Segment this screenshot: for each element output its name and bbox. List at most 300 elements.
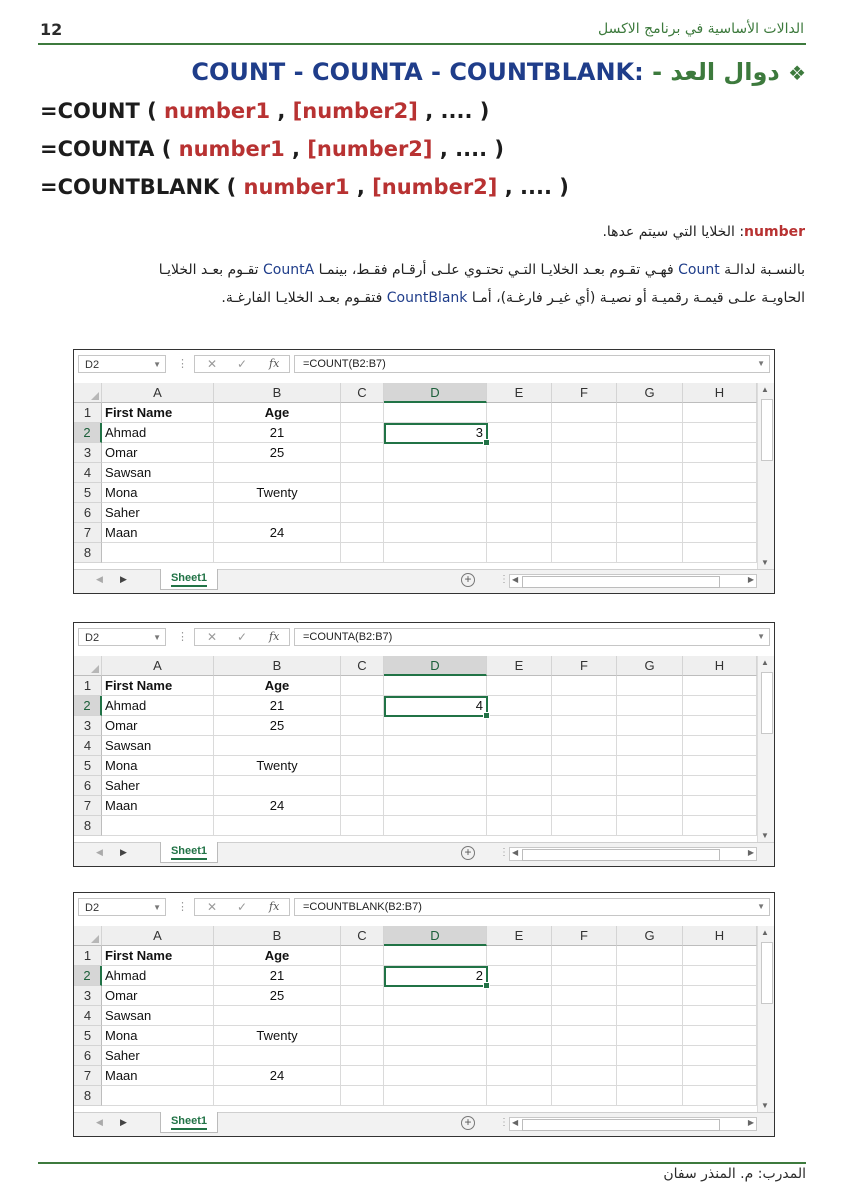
- cell-e8[interactable]: [487, 543, 552, 563]
- cell-g6[interactable]: [617, 503, 683, 523]
- cell-c5[interactable]: [341, 756, 384, 776]
- row-header-7[interactable]: 7: [74, 1066, 102, 1086]
- cell-d1[interactable]: [384, 946, 487, 966]
- cell-c8[interactable]: [341, 543, 384, 563]
- column-header-b[interactable]: B: [214, 656, 341, 676]
- chevron-down-icon[interactable]: ▼: [153, 903, 161, 912]
- cell-a7[interactable]: Maan: [102, 523, 214, 543]
- cell-h7[interactable]: [683, 1066, 757, 1086]
- column-header-c[interactable]: C: [341, 656, 384, 676]
- cell-c5[interactable]: [341, 483, 384, 503]
- horizontal-scroll-thumb[interactable]: [522, 576, 720, 588]
- cell-h5[interactable]: [683, 756, 757, 776]
- horizontal-scrollbar[interactable]: [509, 1117, 757, 1131]
- cell-a4[interactable]: Sawsan: [102, 1006, 214, 1026]
- cell-d4[interactable]: [384, 736, 487, 756]
- column-header-g[interactable]: G: [617, 656, 683, 676]
- cell-g5[interactable]: [617, 756, 683, 776]
- cell-a8[interactable]: [102, 1086, 214, 1106]
- scroll-up-icon[interactable]: ▲: [761, 385, 769, 394]
- cell-f6[interactable]: [552, 776, 617, 796]
- enter-icon[interactable]: ✓: [237, 900, 248, 914]
- cell-d8[interactable]: [384, 816, 487, 836]
- column-header-f[interactable]: F: [552, 926, 617, 946]
- chevron-down-icon[interactable]: ▼: [757, 632, 765, 641]
- cell-c2[interactable]: [341, 966, 384, 986]
- row-header-5[interactable]: 5: [74, 483, 102, 503]
- cell-c2[interactable]: [341, 696, 384, 716]
- active-cell-d2[interactable]: 2: [384, 966, 488, 987]
- column-header-g[interactable]: G: [617, 383, 683, 403]
- cell-c4[interactable]: [341, 736, 384, 756]
- cell-b1[interactable]: Age: [214, 403, 341, 423]
- cell-e3[interactable]: [487, 716, 552, 736]
- scroll-down-icon[interactable]: ▼: [761, 558, 769, 567]
- cell-h2[interactable]: [683, 966, 757, 986]
- cell-a5[interactable]: Mona: [102, 756, 214, 776]
- row-header-2[interactable]: 2: [74, 696, 102, 716]
- cell-b3[interactable]: 25: [214, 716, 341, 736]
- cell-e3[interactable]: [487, 443, 552, 463]
- column-header-d[interactable]: D: [384, 383, 487, 403]
- cell-h4[interactable]: [683, 463, 757, 483]
- scroll-down-icon[interactable]: ▼: [761, 1101, 769, 1110]
- row-header-8[interactable]: 8: [74, 543, 102, 563]
- tab-next-icon[interactable]: ▶: [120, 1117, 127, 1127]
- cell-a2[interactable]: Ahmad: [102, 966, 214, 986]
- tab-prev-icon[interactable]: ◀: [96, 1117, 103, 1127]
- vertical-scrollbar[interactable]: [757, 656, 775, 842]
- column-header-e[interactable]: E: [487, 926, 552, 946]
- column-header-a[interactable]: A: [102, 383, 214, 403]
- cell-c1[interactable]: [341, 403, 384, 423]
- enter-icon[interactable]: ✓: [237, 630, 248, 644]
- cell-e3[interactable]: [487, 986, 552, 1006]
- cell-f5[interactable]: [552, 1026, 617, 1046]
- cell-b5[interactable]: Twenty: [214, 756, 341, 776]
- cell-d3[interactable]: [384, 443, 487, 463]
- cell-b8[interactable]: [214, 816, 341, 836]
- cell-g8[interactable]: [617, 816, 683, 836]
- fx-icon[interactable]: fx: [269, 357, 280, 370]
- cell-f5[interactable]: [552, 756, 617, 776]
- cell-c6[interactable]: [341, 1046, 384, 1066]
- cell-e7[interactable]: [487, 796, 552, 816]
- cell-e4[interactable]: [487, 1006, 552, 1026]
- cell-a4[interactable]: Sawsan: [102, 736, 214, 756]
- cell-f8[interactable]: [552, 816, 617, 836]
- cell-a6[interactable]: Saher: [102, 503, 214, 523]
- scroll-right-icon[interactable]: ▶: [747, 1118, 754, 1127]
- scroll-up-icon[interactable]: ▲: [761, 928, 769, 937]
- row-header-1[interactable]: 1: [74, 946, 102, 966]
- cell-a3[interactable]: Omar: [102, 716, 214, 736]
- cell-b2[interactable]: 21: [214, 966, 341, 986]
- vertical-scrollbar[interactable]: [757, 383, 775, 569]
- cell-h7[interactable]: [683, 523, 757, 543]
- scroll-left-icon[interactable]: ◀: [512, 1118, 519, 1127]
- column-header-h[interactable]: H: [683, 383, 757, 403]
- row-header-8[interactable]: 8: [74, 1086, 102, 1106]
- cell-g4[interactable]: [617, 463, 683, 483]
- cell-b4[interactable]: [214, 1006, 341, 1026]
- column-header-a[interactable]: A: [102, 656, 214, 676]
- cell-f3[interactable]: [552, 986, 617, 1006]
- row-header-4[interactable]: 4: [74, 736, 102, 756]
- cell-d3[interactable]: [384, 986, 487, 1006]
- cell-g7[interactable]: [617, 523, 683, 543]
- scroll-right-icon[interactable]: ▶: [747, 575, 754, 584]
- row-header-4[interactable]: 4: [74, 463, 102, 483]
- cell-b1[interactable]: Age: [214, 946, 341, 966]
- fx-icon[interactable]: fx: [269, 630, 280, 643]
- cell-a5[interactable]: Mona: [102, 1026, 214, 1046]
- row-header-1[interactable]: 1: [74, 403, 102, 423]
- cell-g4[interactable]: [617, 1006, 683, 1026]
- add-sheet-icon[interactable]: +: [461, 1116, 475, 1130]
- cell-f1[interactable]: [552, 403, 617, 423]
- cell-f4[interactable]: [552, 736, 617, 756]
- cell-e4[interactable]: [487, 463, 552, 483]
- column-header-d[interactable]: D: [384, 656, 487, 676]
- cell-c5[interactable]: [341, 1026, 384, 1046]
- cell-f7[interactable]: [552, 523, 617, 543]
- cell-c7[interactable]: [341, 796, 384, 816]
- cell-d7[interactable]: [384, 1066, 487, 1086]
- cell-a1[interactable]: First Name: [102, 676, 214, 696]
- horizontal-scrollbar[interactable]: [509, 574, 757, 588]
- row-header-4[interactable]: 4: [74, 1006, 102, 1026]
- tab-next-icon[interactable]: ▶: [120, 574, 127, 584]
- cell-a5[interactable]: Mona: [102, 483, 214, 503]
- cell-h6[interactable]: [683, 503, 757, 523]
- cell-b3[interactable]: 25: [214, 986, 341, 1006]
- cell-b6[interactable]: [214, 503, 341, 523]
- column-header-f[interactable]: F: [552, 383, 617, 403]
- cell-b8[interactable]: [214, 543, 341, 563]
- cell-a2[interactable]: Ahmad: [102, 423, 214, 443]
- column-header-e[interactable]: E: [487, 383, 552, 403]
- cell-f2[interactable]: [552, 966, 617, 986]
- cell-b7[interactable]: 24: [214, 796, 341, 816]
- cell-g6[interactable]: [617, 776, 683, 796]
- cell-h3[interactable]: [683, 443, 757, 463]
- cell-e2[interactable]: [487, 966, 552, 986]
- sheet-tab-sheet1[interactable]: Sheet1: [160, 842, 218, 863]
- cell-d6[interactable]: [384, 1046, 487, 1066]
- add-sheet-icon[interactable]: +: [461, 573, 475, 587]
- column-header-b[interactable]: B: [214, 383, 341, 403]
- cell-c1[interactable]: [341, 946, 384, 966]
- enter-icon[interactable]: ✓: [237, 357, 248, 371]
- vertical-scrollbar[interactable]: [757, 926, 775, 1112]
- formula-input[interactable]: [294, 355, 770, 373]
- cell-f8[interactable]: [552, 1086, 617, 1106]
- cell-c3[interactable]: [341, 443, 384, 463]
- cell-e2[interactable]: [487, 696, 552, 716]
- cell-g5[interactable]: [617, 483, 683, 503]
- cell-b2[interactable]: 21: [214, 696, 341, 716]
- horizontal-scroll-thumb[interactable]: [522, 849, 720, 861]
- cell-b7[interactable]: 24: [214, 523, 341, 543]
- column-header-f[interactable]: F: [552, 656, 617, 676]
- cell-e1[interactable]: [487, 676, 552, 696]
- cell-h8[interactable]: [683, 816, 757, 836]
- cell-g7[interactable]: [617, 796, 683, 816]
- cell-g3[interactable]: [617, 986, 683, 1006]
- sheet-tab-sheet1[interactable]: Sheet1: [160, 1112, 218, 1133]
- formula-input[interactable]: [294, 628, 770, 646]
- cell-h2[interactable]: [683, 423, 757, 443]
- cell-e7[interactable]: [487, 523, 552, 543]
- cell-e7[interactable]: [487, 1066, 552, 1086]
- horizontal-scrollbar[interactable]: [509, 847, 757, 861]
- row-header-3[interactable]: 3: [74, 716, 102, 736]
- cell-a7[interactable]: Maan: [102, 796, 214, 816]
- cell-d6[interactable]: [384, 776, 487, 796]
- cancel-icon[interactable]: ✕: [207, 630, 218, 644]
- cell-d4[interactable]: [384, 463, 487, 483]
- chevron-down-icon[interactable]: ▼: [757, 359, 765, 368]
- fx-icon[interactable]: fx: [269, 900, 280, 913]
- cell-f6[interactable]: [552, 1046, 617, 1066]
- cell-b8[interactable]: [214, 1086, 341, 1106]
- row-header-7[interactable]: 7: [74, 523, 102, 543]
- cell-c1[interactable]: [341, 676, 384, 696]
- cell-f1[interactable]: [552, 946, 617, 966]
- row-header-5[interactable]: 5: [74, 756, 102, 776]
- cell-f7[interactable]: [552, 1066, 617, 1086]
- cell-a3[interactable]: Omar: [102, 443, 214, 463]
- cell-h4[interactable]: [683, 1006, 757, 1026]
- cell-g3[interactable]: [617, 443, 683, 463]
- cell-a4[interactable]: Sawsan: [102, 463, 214, 483]
- cell-e5[interactable]: [487, 1026, 552, 1046]
- cell-e6[interactable]: [487, 1046, 552, 1066]
- row-header-2[interactable]: 2: [74, 966, 102, 986]
- select-all-corner[interactable]: [74, 926, 102, 946]
- cell-a6[interactable]: Saher: [102, 776, 214, 796]
- cancel-icon[interactable]: ✕: [207, 900, 218, 914]
- cell-e8[interactable]: [487, 816, 552, 836]
- column-header-b[interactable]: B: [214, 926, 341, 946]
- cell-h8[interactable]: [683, 543, 757, 563]
- cell-h8[interactable]: [683, 1086, 757, 1106]
- cell-g2[interactable]: [617, 696, 683, 716]
- cell-b6[interactable]: [214, 776, 341, 796]
- chevron-down-icon[interactable]: ▼: [153, 633, 161, 642]
- cell-c3[interactable]: [341, 986, 384, 1006]
- cell-a3[interactable]: Omar: [102, 986, 214, 1006]
- cell-d8[interactable]: [384, 1086, 487, 1106]
- cell-g1[interactable]: [617, 676, 683, 696]
- cell-d1[interactable]: [384, 403, 487, 423]
- cell-e6[interactable]: [487, 776, 552, 796]
- cell-d1[interactable]: [384, 676, 487, 696]
- cell-a6[interactable]: Saher: [102, 1046, 214, 1066]
- scroll-up-icon[interactable]: ▲: [761, 658, 769, 667]
- row-header-1[interactable]: 1: [74, 676, 102, 696]
- cell-h1[interactable]: [683, 946, 757, 966]
- vertical-scroll-thumb[interactable]: [761, 672, 773, 734]
- cell-e6[interactable]: [487, 503, 552, 523]
- cell-g6[interactable]: [617, 1046, 683, 1066]
- column-header-e[interactable]: E: [487, 656, 552, 676]
- name-box[interactable]: [78, 628, 166, 646]
- cell-g2[interactable]: [617, 423, 683, 443]
- row-header-6[interactable]: 6: [74, 503, 102, 523]
- cancel-icon[interactable]: ✕: [207, 357, 218, 371]
- cell-d8[interactable]: [384, 543, 487, 563]
- active-cell-d2[interactable]: 4: [384, 696, 488, 717]
- cell-b6[interactable]: [214, 1046, 341, 1066]
- name-box[interactable]: [78, 898, 166, 916]
- add-sheet-icon[interactable]: +: [461, 846, 475, 860]
- column-header-g[interactable]: G: [617, 926, 683, 946]
- cell-h3[interactable]: [683, 986, 757, 1006]
- cell-h5[interactable]: [683, 483, 757, 503]
- row-header-2[interactable]: 2: [74, 423, 102, 443]
- cell-c6[interactable]: [341, 776, 384, 796]
- active-cell-d2[interactable]: 3: [384, 423, 488, 444]
- cell-b3[interactable]: 25: [214, 443, 341, 463]
- cell-h3[interactable]: [683, 716, 757, 736]
- cell-f5[interactable]: [552, 483, 617, 503]
- scroll-right-icon[interactable]: ▶: [747, 848, 754, 857]
- cell-a8[interactable]: [102, 816, 214, 836]
- scroll-down-icon[interactable]: ▼: [761, 831, 769, 840]
- cell-h6[interactable]: [683, 1046, 757, 1066]
- cell-a2[interactable]: Ahmad: [102, 696, 214, 716]
- cell-f6[interactable]: [552, 503, 617, 523]
- sheet-tab-sheet1[interactable]: Sheet1: [160, 569, 218, 590]
- cell-e5[interactable]: [487, 483, 552, 503]
- cell-c8[interactable]: [341, 816, 384, 836]
- cell-a8[interactable]: [102, 543, 214, 563]
- cell-e2[interactable]: [487, 423, 552, 443]
- cell-b5[interactable]: Twenty: [214, 1026, 341, 1046]
- formula-input[interactable]: [294, 898, 770, 916]
- cell-e4[interactable]: [487, 736, 552, 756]
- vertical-scroll-thumb[interactable]: [761, 942, 773, 1004]
- cell-h7[interactable]: [683, 796, 757, 816]
- cell-d3[interactable]: [384, 716, 487, 736]
- cell-e1[interactable]: [487, 403, 552, 423]
- cell-f2[interactable]: [552, 696, 617, 716]
- select-all-corner[interactable]: [74, 383, 102, 403]
- column-header-h[interactable]: H: [683, 926, 757, 946]
- select-all-corner[interactable]: [74, 656, 102, 676]
- column-header-c[interactable]: C: [341, 926, 384, 946]
- tab-prev-icon[interactable]: ◀: [96, 574, 103, 584]
- cell-b1[interactable]: Age: [214, 676, 341, 696]
- cell-e5[interactable]: [487, 756, 552, 776]
- cell-c4[interactable]: [341, 463, 384, 483]
- tab-next-icon[interactable]: ▶: [120, 847, 127, 857]
- row-header-3[interactable]: 3: [74, 443, 102, 463]
- cell-d7[interactable]: [384, 523, 487, 543]
- cell-d5[interactable]: [384, 756, 487, 776]
- row-header-6[interactable]: 6: [74, 776, 102, 796]
- cell-h5[interactable]: [683, 1026, 757, 1046]
- tab-prev-icon[interactable]: ◀: [96, 847, 103, 857]
- cell-h2[interactable]: [683, 696, 757, 716]
- cell-h1[interactable]: [683, 676, 757, 696]
- cell-d4[interactable]: [384, 1006, 487, 1026]
- cell-f1[interactable]: [552, 676, 617, 696]
- cell-g3[interactable]: [617, 716, 683, 736]
- cell-g1[interactable]: [617, 403, 683, 423]
- cell-f4[interactable]: [552, 463, 617, 483]
- row-header-6[interactable]: 6: [74, 1046, 102, 1066]
- row-header-7[interactable]: 7: [74, 796, 102, 816]
- cell-c7[interactable]: [341, 523, 384, 543]
- column-header-h[interactable]: H: [683, 656, 757, 676]
- cell-b7[interactable]: 24: [214, 1066, 341, 1086]
- cell-a7[interactable]: Maan: [102, 1066, 214, 1086]
- scroll-left-icon[interactable]: ◀: [512, 575, 519, 584]
- chevron-down-icon[interactable]: ▼: [153, 360, 161, 369]
- cell-g8[interactable]: [617, 1086, 683, 1106]
- cell-e8[interactable]: [487, 1086, 552, 1106]
- cell-b4[interactable]: [214, 736, 341, 756]
- cell-g4[interactable]: [617, 736, 683, 756]
- cell-f2[interactable]: [552, 423, 617, 443]
- cell-b5[interactable]: Twenty: [214, 483, 341, 503]
- cell-h1[interactable]: [683, 403, 757, 423]
- cell-g7[interactable]: [617, 1066, 683, 1086]
- name-box[interactable]: [78, 355, 166, 373]
- row-header-8[interactable]: 8: [74, 816, 102, 836]
- row-header-3[interactable]: 3: [74, 986, 102, 1006]
- cell-f7[interactable]: [552, 796, 617, 816]
- cell-c8[interactable]: [341, 1086, 384, 1106]
- cell-b4[interactable]: [214, 463, 341, 483]
- cell-d5[interactable]: [384, 483, 487, 503]
- cell-c2[interactable]: [341, 423, 384, 443]
- column-header-c[interactable]: C: [341, 383, 384, 403]
- cell-c3[interactable]: [341, 716, 384, 736]
- cell-d7[interactable]: [384, 796, 487, 816]
- cell-f3[interactable]: [552, 443, 617, 463]
- cell-d5[interactable]: [384, 1026, 487, 1046]
- cell-d6[interactable]: [384, 503, 487, 523]
- column-header-d[interactable]: D: [384, 926, 487, 946]
- chevron-down-icon[interactable]: ▼: [757, 902, 765, 911]
- cell-f8[interactable]: [552, 543, 617, 563]
- cell-a1[interactable]: First Name: [102, 946, 214, 966]
- cell-f4[interactable]: [552, 1006, 617, 1026]
- cell-c7[interactable]: [341, 1066, 384, 1086]
- scroll-left-icon[interactable]: ◀: [512, 848, 519, 857]
- cell-b2[interactable]: 21: [214, 423, 341, 443]
- cell-f3[interactable]: [552, 716, 617, 736]
- cell-g5[interactable]: [617, 1026, 683, 1046]
- cell-e1[interactable]: [487, 946, 552, 966]
- cell-h4[interactable]: [683, 736, 757, 756]
- cell-g2[interactable]: [617, 966, 683, 986]
- cell-a1[interactable]: First Name: [102, 403, 214, 423]
- cell-g1[interactable]: [617, 946, 683, 966]
- cell-g8[interactable]: [617, 543, 683, 563]
- horizontal-scroll-thumb[interactable]: [522, 1119, 720, 1131]
- cell-c4[interactable]: [341, 1006, 384, 1026]
- cell-h6[interactable]: [683, 776, 757, 796]
- row-header-5[interactable]: 5: [74, 1026, 102, 1046]
- column-header-a[interactable]: A: [102, 926, 214, 946]
- cell-c6[interactable]: [341, 503, 384, 523]
- vertical-scroll-thumb[interactable]: [761, 399, 773, 461]
